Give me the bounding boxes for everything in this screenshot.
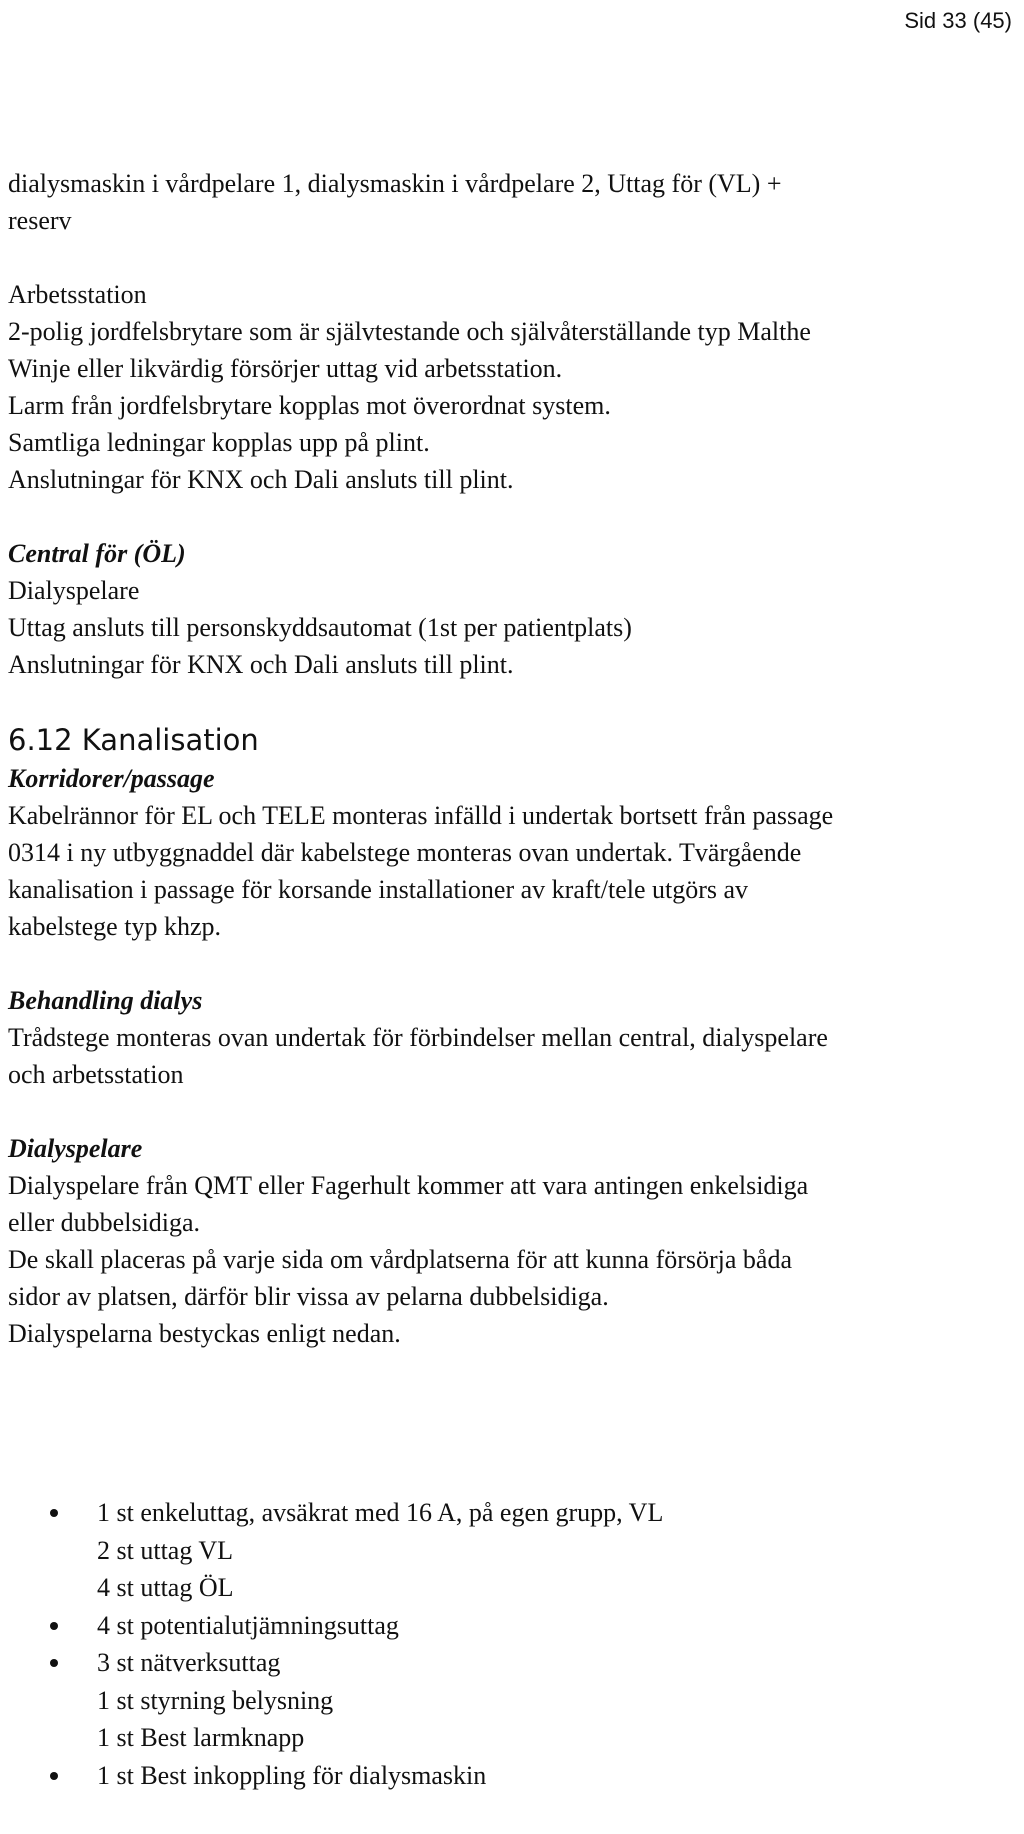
list-item-text: 1 st Best inkoppling för dialysmaskin (97, 1760, 487, 1790)
dialyspelare-paragraph (8, 1130, 1008, 1352)
korridorer-line: kanalisation i passage för korsande installationer av kraft/tele utgörs av (8, 875, 749, 904)
korridorer-line: 0314 i ny utbyggnaddel där kabelstege monteras ovan undertak. Tvärgående (8, 838, 802, 867)
bullet-icon (50, 1772, 58, 1780)
list-item-text: 4 st potentialutjämningsuttag (97, 1610, 399, 1640)
list-item-text: 1 st Best larmknapp (97, 1723, 305, 1752)
central-line: Anslutningar för KNX och Dali ansluts till plint. (8, 650, 514, 679)
arbetsstation-line: Samtliga ledningar kopplas upp på plint. (8, 428, 430, 457)
central-line: Uttag ansluts till personskyddsautomat (1st per patientplats) (8, 613, 632, 642)
list-item (0, 1532, 1000, 1570)
page-number: Sid 33 (45) (904, 8, 1012, 33)
intro-paragraph (8, 165, 1008, 239)
dialyspelare-heading: Dialyspelare (8, 1134, 143, 1163)
behandling-line: Trådstege monteras ovan undertak för förbindelser mellan central, dialyspelare (8, 1023, 828, 1052)
list-item (0, 1607, 1000, 1645)
bullet-icon (50, 1659, 58, 1667)
list-item-text: 1 st styrning belysning (97, 1685, 334, 1715)
section-heading: 6.12 Kanalisation (8, 723, 259, 757)
list-item (0, 1644, 1000, 1682)
equipment-list (0, 1494, 1000, 1794)
list-item (0, 1494, 1000, 1532)
arbetsstation-line: Anslutningar för KNX och Dali ansluts till plint. (8, 465, 514, 494)
korridorer-heading: Korridorer/passage (8, 764, 215, 793)
list-item-text: 4 st uttag ÖL (97, 1573, 234, 1602)
arbetsstation-line: Larm från jordfelsbrytare kopplas mot överordnat system. (8, 391, 611, 420)
arbetsstation-line: 2-polig jordfelsbrytare som är självtestande och självåterställande typ Malthe (8, 317, 811, 346)
behandling-heading: Behandling dialys (8, 986, 203, 1015)
list-item-text: 2 st uttag VL (97, 1535, 234, 1565)
arbetsstation-heading: Arbetsstation (8, 280, 147, 309)
korridorer-paragraph (8, 760, 1008, 945)
central-heading: Central för (ÖL) (8, 539, 186, 568)
dialyspelare-line: eller dubbelsidiga. (8, 1208, 201, 1237)
behandling-paragraph (8, 982, 1008, 1093)
list-item-text: 1 st enkeluttag, avsäkrat med 16 A, på egen grupp, VL (97, 1498, 664, 1527)
list-item (0, 1719, 1000, 1757)
list-item (0, 1569, 1000, 1607)
dialyspelare-line: Dialyspelarna bestyckas enligt nedan. (8, 1319, 401, 1348)
dialyspelare-line: sidor av platsen, därför blir vissa av pelarna dubbelsidiga. (8, 1282, 609, 1311)
dialyspelare-line: Dialyspelare från QMT eller Fagerhult kommer att vara antingen enkelsidiga (8, 1171, 809, 1200)
korridorer-line: Kabelrännor för EL och TELE monteras infälld i undertak bortsett från passage (8, 801, 834, 830)
list-item (0, 1682, 1000, 1720)
arbetsstation-line: Winje eller likvärdig försörjer uttag vid arbetsstation. (8, 354, 563, 383)
intro-line: dialysmaskin i vårdpelare 1, dialysmaskin i vårdpelare 2, Uttag för (VL) + (8, 169, 782, 198)
arbetsstation-paragraph (8, 276, 1008, 498)
list-item (0, 1757, 1000, 1795)
behandling-line: och arbetsstation (8, 1060, 184, 1089)
list-item-text: 3 st nätverksuttag (97, 1648, 281, 1677)
dialyspelare-line: De skall placeras på varje sida om vårdplatserna för att kunna försörja båda (8, 1245, 793, 1274)
bullet-icon (50, 1509, 58, 1517)
korridorer-line: kabelstege typ khzp. (8, 912, 221, 941)
document-body (8, 165, 1008, 1389)
central-paragraph (8, 535, 1008, 683)
central-line: Dialyspelare (8, 576, 140, 605)
bullet-icon (50, 1622, 58, 1630)
intro-line: reserv (8, 206, 72, 235)
